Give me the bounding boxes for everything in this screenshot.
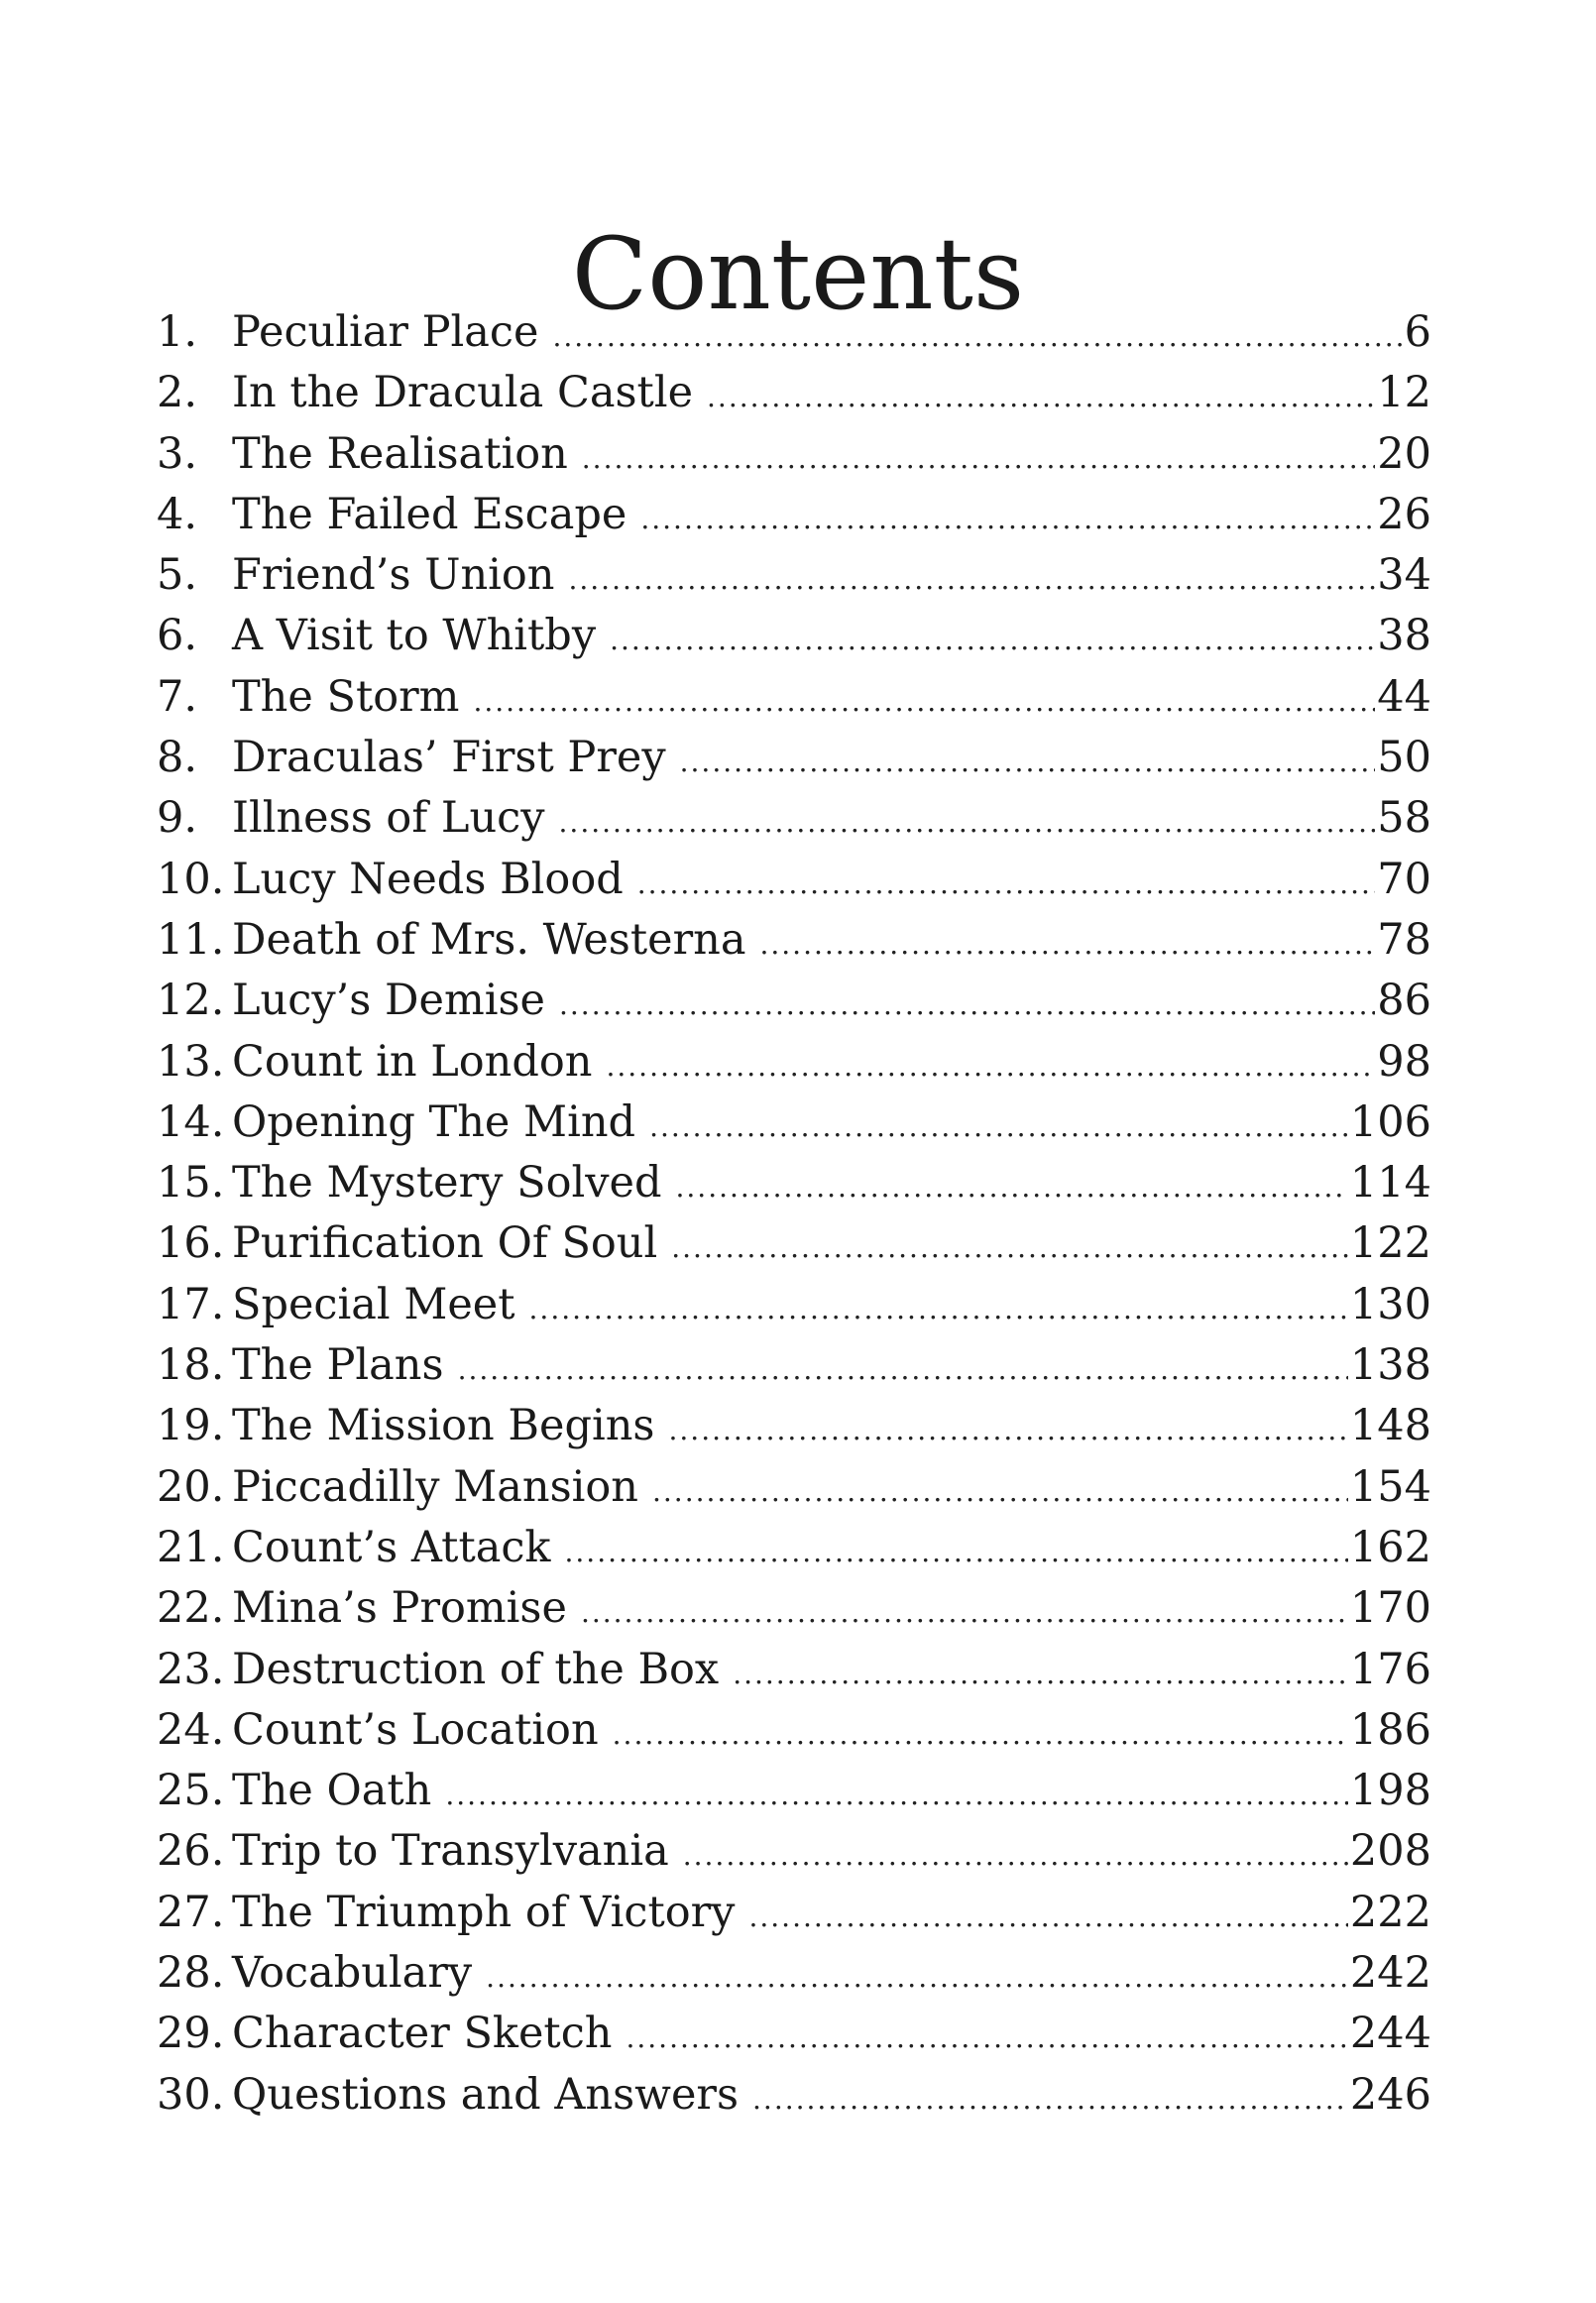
page-number: 162 bbox=[1349, 1522, 1431, 1572]
page-number: 208 bbox=[1349, 1826, 1431, 1877]
toc-entry[interactable] bbox=[157, 1943, 1431, 2004]
page-number: 38 bbox=[1377, 611, 1431, 661]
toc-entry[interactable] bbox=[157, 1457, 1431, 1518]
chapter-number: 12. bbox=[157, 976, 225, 1026]
chapter-number: 23. bbox=[157, 1644, 225, 1694]
page-number: 148 bbox=[1349, 1401, 1431, 1451]
dot-leader bbox=[652, 1461, 1348, 1522]
page-number: 50 bbox=[1377, 733, 1431, 783]
page-title: Contents bbox=[571, 216, 1025, 332]
chapter-title: Count’s Location bbox=[232, 1704, 599, 1755]
toc-entry[interactable] bbox=[157, 363, 1431, 423]
chapter-number: 5. bbox=[157, 550, 198, 601]
page-number: 130 bbox=[1349, 1279, 1431, 1329]
page-number: 86 bbox=[1377, 976, 1431, 1026]
chapter-number: 22. bbox=[157, 1583, 225, 1634]
toc-entry[interactable] bbox=[157, 667, 1431, 728]
toc-entry[interactable] bbox=[157, 1396, 1431, 1456]
toc-entry[interactable] bbox=[157, 2004, 1431, 2064]
page-number: 98 bbox=[1377, 1036, 1431, 1087]
toc-entry[interactable] bbox=[157, 545, 1431, 606]
dot-leader bbox=[610, 610, 1375, 670]
dot-leader bbox=[568, 549, 1375, 610]
page-number: 122 bbox=[1349, 1218, 1431, 1269]
chapter-title: Character Sketch bbox=[232, 2009, 613, 2059]
page-number: 198 bbox=[1349, 1766, 1431, 1816]
chapter-number: 16. bbox=[157, 1218, 225, 1269]
page-number: 44 bbox=[1377, 671, 1431, 722]
chapter-number: 20. bbox=[157, 1461, 225, 1512]
dot-leader bbox=[529, 1279, 1348, 1339]
dot-leader bbox=[486, 1947, 1348, 2008]
chapter-title: Friend’s Union bbox=[232, 550, 555, 601]
chapter-number: 6. bbox=[157, 611, 198, 661]
chapter-number: 4. bbox=[157, 489, 198, 539]
chapter-title: The Plans bbox=[232, 1340, 444, 1391]
dot-leader bbox=[676, 1157, 1348, 1217]
page-number: 246 bbox=[1349, 2069, 1431, 2120]
dot-leader bbox=[606, 1036, 1375, 1096]
chapter-title: Questions and Answers bbox=[232, 2069, 740, 2120]
chapter-title: Lucy’s Demise bbox=[232, 976, 545, 1026]
dot-leader bbox=[458, 1339, 1348, 1400]
dot-leader bbox=[559, 975, 1375, 1035]
page-number: 114 bbox=[1349, 1158, 1431, 1209]
dot-leader bbox=[707, 367, 1375, 427]
toc-entry[interactable] bbox=[157, 1518, 1431, 1578]
dot-leader bbox=[649, 1096, 1348, 1157]
chapter-title: Lucy Needs Blood bbox=[232, 854, 624, 904]
chapter-title: Count’s Attack bbox=[232, 1522, 551, 1572]
chapter-number: 24. bbox=[157, 1704, 225, 1755]
chapter-title: Mina’s Promise bbox=[232, 1583, 567, 1634]
chapter-title: Vocabulary bbox=[232, 1948, 473, 1999]
dot-leader bbox=[559, 792, 1376, 853]
chapter-title: Piccadilly Mansion bbox=[232, 1461, 638, 1512]
dot-leader bbox=[473, 671, 1375, 732]
chapter-title: The Triumph of Victory bbox=[232, 1887, 736, 1937]
toc-entry[interactable] bbox=[157, 1883, 1431, 1943]
chapter-number: 18. bbox=[157, 1340, 225, 1391]
chapter-number: 9. bbox=[157, 793, 198, 844]
chapter-number: 1. bbox=[157, 307, 198, 357]
toc-entry[interactable] bbox=[157, 1700, 1431, 1761]
chapter-title: The Storm bbox=[232, 671, 460, 722]
toc-entry[interactable] bbox=[157, 1093, 1431, 1153]
chapter-number: 28. bbox=[157, 1948, 225, 1999]
chapter-number: 7. bbox=[157, 671, 198, 722]
dot-leader bbox=[680, 732, 1376, 792]
toc-entry[interactable] bbox=[157, 1335, 1431, 1396]
toc-entry[interactable] bbox=[157, 1032, 1431, 1093]
chapter-title: The Failed Escape bbox=[232, 489, 627, 539]
chapter-number: 17. bbox=[157, 1279, 225, 1329]
table-of-contents bbox=[157, 302, 1431, 2126]
toc-entry[interactable] bbox=[157, 1578, 1431, 1639]
page-number: 6 bbox=[1404, 307, 1431, 357]
toc-entry[interactable] bbox=[157, 728, 1431, 788]
chapter-title: In the Dracula Castle bbox=[232, 368, 694, 418]
dot-leader bbox=[613, 1704, 1348, 1765]
toc-entry[interactable] bbox=[157, 1213, 1431, 1274]
toc-entry[interactable] bbox=[157, 606, 1431, 666]
toc-entry[interactable] bbox=[157, 1821, 1431, 1882]
page-number: 186 bbox=[1349, 1704, 1431, 1755]
chapter-number: 30. bbox=[157, 2069, 225, 2120]
dot-leader bbox=[671, 1217, 1348, 1278]
toc-entry[interactable] bbox=[157, 302, 1431, 363]
chapter-title: Peculiar Place bbox=[232, 307, 539, 357]
dot-leader bbox=[683, 1825, 1348, 1886]
toc-entry[interactable] bbox=[157, 1275, 1431, 1335]
chapter-title: Count in London bbox=[232, 1036, 593, 1087]
chapter-title: Draculas’ First Prey bbox=[232, 733, 666, 783]
page-number: 34 bbox=[1377, 550, 1431, 601]
chapter-title: Trip to Transylvania bbox=[232, 1826, 669, 1877]
chapter-number: 21. bbox=[157, 1522, 225, 1572]
dot-leader bbox=[669, 1400, 1348, 1460]
chapter-number: 13. bbox=[157, 1036, 225, 1087]
dot-leader bbox=[752, 2069, 1348, 2130]
chapter-number: 14. bbox=[157, 1096, 225, 1147]
dot-leader bbox=[748, 1887, 1347, 1947]
chapter-title: The Mystery Solved bbox=[232, 1158, 662, 1209]
dot-leader bbox=[581, 1582, 1348, 1643]
chapter-title: Special Meet bbox=[232, 1279, 515, 1329]
dot-leader bbox=[640, 489, 1375, 549]
chapter-number: 19. bbox=[157, 1401, 225, 1451]
toc-entry[interactable] bbox=[157, 424, 1431, 485]
chapter-number: 29. bbox=[157, 2009, 225, 2059]
chapter-number: 10. bbox=[157, 854, 225, 904]
dot-leader bbox=[759, 914, 1375, 975]
dot-leader bbox=[565, 1522, 1348, 1582]
toc-entry[interactable] bbox=[157, 971, 1431, 1031]
dot-leader bbox=[582, 428, 1376, 489]
page-number: 138 bbox=[1349, 1340, 1431, 1391]
page-number: 242 bbox=[1349, 1948, 1431, 1999]
toc-entry[interactable] bbox=[157, 1153, 1431, 1213]
page-number: 170 bbox=[1349, 1583, 1431, 1634]
toc-entry[interactable] bbox=[157, 1761, 1431, 1821]
chapter-title: Opening The Mind bbox=[232, 1096, 636, 1147]
dot-leader bbox=[637, 854, 1376, 914]
toc-entry[interactable] bbox=[157, 788, 1431, 849]
page-number: 244 bbox=[1349, 2009, 1431, 2059]
toc-entry[interactable] bbox=[157, 2065, 1431, 2126]
chapter-number: 11. bbox=[157, 914, 225, 965]
toc-entry[interactable] bbox=[157, 850, 1431, 910]
dot-leader bbox=[445, 1765, 1348, 1825]
page-number: 106 bbox=[1349, 1096, 1431, 1147]
chapter-number: 15. bbox=[157, 1158, 225, 1209]
page-number: 222 bbox=[1349, 1887, 1431, 1937]
toc-entry[interactable] bbox=[157, 485, 1431, 545]
toc-entry[interactable] bbox=[157, 1640, 1431, 1700]
chapter-title: The Mission Begins bbox=[232, 1401, 655, 1451]
chapter-number: 2. bbox=[157, 368, 198, 418]
chapter-title: Purification Of Soul bbox=[232, 1218, 658, 1269]
chapter-number: 3. bbox=[157, 428, 198, 479]
chapter-title: A Visit to Whitby bbox=[232, 611, 597, 661]
chapter-title: The Realisation bbox=[232, 428, 568, 479]
dot-leader bbox=[626, 2008, 1347, 2068]
chapter-number: 25. bbox=[157, 1766, 225, 1816]
chapter-number: 26. bbox=[157, 1826, 225, 1877]
page-number: 20 bbox=[1377, 428, 1431, 479]
page-number: 154 bbox=[1349, 1461, 1431, 1512]
page-number: 12 bbox=[1377, 368, 1431, 418]
chapter-title: Death of Mrs. Westerna bbox=[232, 914, 746, 965]
chapter-title: Illness of Lucy bbox=[232, 793, 545, 844]
chapter-title: Destruction of the Box bbox=[232, 1644, 720, 1694]
toc-entry[interactable] bbox=[157, 910, 1431, 971]
dot-leader bbox=[552, 306, 1402, 367]
page-number: 58 bbox=[1377, 793, 1431, 844]
page-number: 26 bbox=[1377, 489, 1431, 539]
chapter-number: 27. bbox=[157, 1887, 225, 1937]
dot-leader bbox=[733, 1644, 1348, 1704]
page-number: 176 bbox=[1349, 1644, 1431, 1694]
chapter-number: 8. bbox=[157, 733, 198, 783]
chapter-title: The Oath bbox=[232, 1766, 432, 1816]
page-number: 78 bbox=[1377, 914, 1431, 965]
page-number: 70 bbox=[1377, 854, 1431, 904]
